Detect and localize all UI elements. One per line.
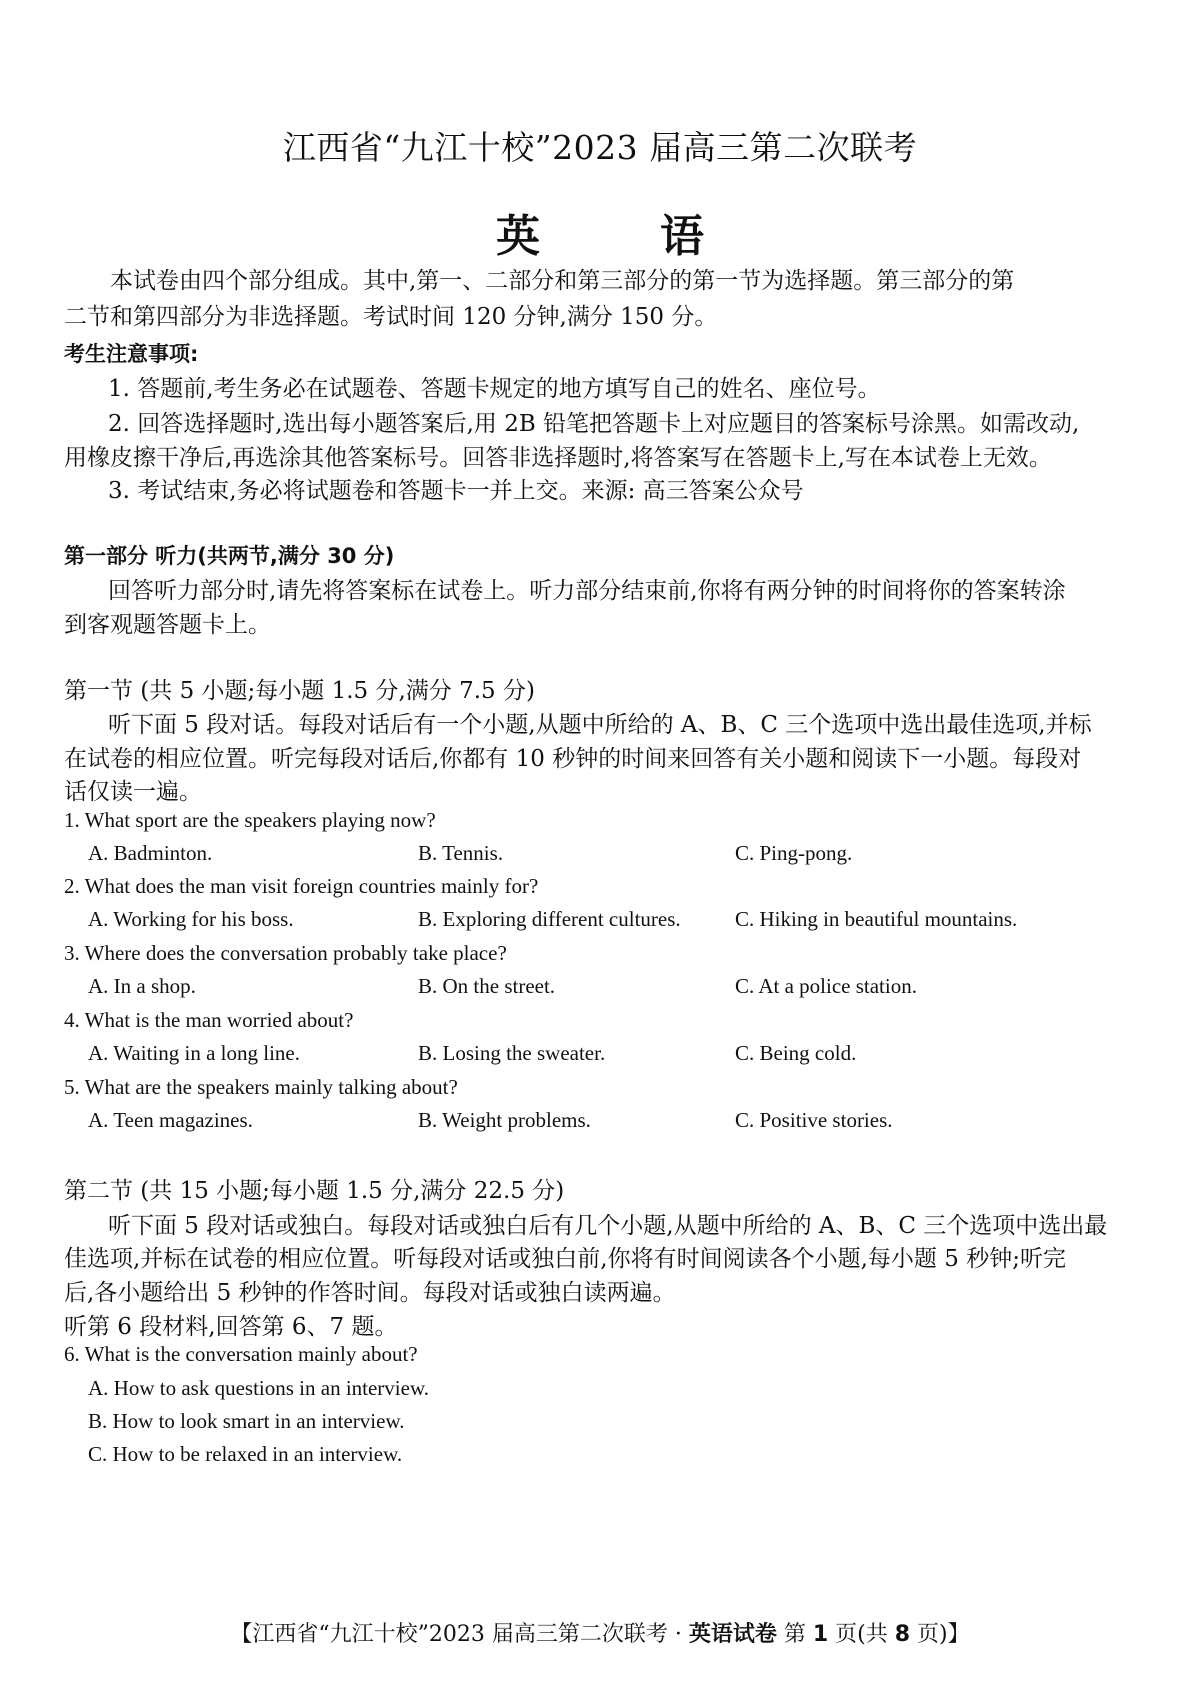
- question-5: 5. What are the speakers mainly talking about?: [64, 1075, 458, 1099]
- question-6-option-c: C. How to be relaxed in an interview.: [88, 1442, 403, 1466]
- section1-desc-3: 话仅读一遍。: [64, 779, 202, 805]
- intro-line-2: 二节和第四部分为非选择题。考试时间 120 分钟,满分 150 分。: [64, 304, 718, 330]
- footer-page-number: 1: [812, 1622, 829, 1647]
- section2-desc-1: 听下面 5 段对话或独白。每段对话或独白后有几个小题,从题中所给的 A、B、C 三个选项中选出最: [108, 1213, 1108, 1239]
- question-3-option-c: C. At a police station.: [735, 974, 917, 998]
- notice-item-2b: 用橡皮擦干净后,再选涂其他答案标号。回答非选择题时,将答案写在答题卡上,写在本试卷上无效。: [64, 445, 1052, 471]
- question-5-option-c: C. Positive stories.: [735, 1108, 893, 1132]
- footer-page-total: 8: [894, 1622, 911, 1647]
- question-1: 1. What sport are the speakers playing now?: [64, 808, 436, 832]
- exam-title: 江西省“九江十校”2023 届高三第二次联考: [282, 128, 918, 167]
- question-5-option-b: B. Weight problems.: [418, 1108, 591, 1132]
- part1-heading: 第一部分 听力(共两节,满分 30 分): [64, 544, 395, 568]
- section2-heading: 第二节 (共 15 小题;每小题 1.5 分,满分 22.5 分): [64, 1178, 565, 1204]
- question-3-option-a: A. In a shop.: [88, 974, 196, 998]
- question-6: 6. What is the conversation mainly about?: [64, 1342, 418, 1366]
- question-1-option-a: A. Badminton.: [88, 841, 213, 865]
- question-6-option-a: A. How to ask questions in an interview.: [88, 1376, 430, 1400]
- page-footer: 【江西省“九江十校”2023 届高三第二次联考 · 英语试卷 第 1 页(共 8 页)】: [230, 1622, 970, 1647]
- question-2-option-b: B. Exploring different cultures.: [418, 907, 681, 931]
- section1-desc-2: 在试卷的相应位置。听完每段对话后,你都有 10 秒钟的时间来回答有关小题和阅读下一小题。每段对: [64, 746, 1082, 772]
- question-2: 2. What does the man visit foreign countries mainly for?: [64, 874, 539, 898]
- notice-heading: 考生注意事项:: [64, 342, 199, 366]
- part1-desc-1: 回答听力部分时,请先将答案标在试卷上。听力部分结束前,你将有两分钟的时间将你的答案转涂: [108, 578, 1066, 604]
- section2-material: 听第 6 段材料,回答第 6、7 题。: [64, 1314, 398, 1340]
- intro-line-1: 本试卷由四个部分组成。其中,第一、二部分和第三部分的第一节为选择题。第三部分的第: [110, 268, 1015, 294]
- question-3: 3. Where does the conversation probably take place?: [64, 941, 507, 965]
- question-1-option-c: C. Ping-pong.: [735, 841, 853, 865]
- question-4: 4. What is the man worried about?: [64, 1008, 354, 1032]
- question-5-option-a: A. Teen magazines.: [88, 1108, 253, 1132]
- section2-desc-3: 后,各小题给出 5 秒钟的作答时间。每段对话或独白读两遍。: [64, 1280, 676, 1306]
- question-2-option-c: C. Hiking in beautiful mountains.: [735, 907, 1018, 931]
- section1-desc-1: 听下面 5 段对话。每段对话后有一个小题,从题中所给的 A、B、C 三个选项中选出最佳选项,并标: [108, 712, 1092, 738]
- question-6-option-b: B. How to look smart in an interview.: [88, 1409, 405, 1433]
- section1-heading: 第一节 (共 5 小题;每小题 1.5 分,满分 7.5 分): [64, 678, 535, 704]
- section2-desc-2: 佳选项,并标在试卷的相应位置。听每段对话或独白前,你将有时间阅读各个小题,每小题 5 秒钟;听完: [64, 1246, 1066, 1272]
- footer-subject: 英语试卷: [688, 1622, 777, 1647]
- question-1-option-b: B. Tennis.: [418, 841, 504, 865]
- question-3-option-b: B. On the street.: [418, 974, 556, 998]
- question-4-option-c: C. Being cold.: [735, 1041, 857, 1065]
- notice-item-3: 3. 考试结束,务必将试题卷和答题卡一并上交。来源: 高三答案公众号: [108, 478, 804, 504]
- part1-desc-2: 到客观题答题卡上。: [64, 612, 271, 638]
- subject-title: 英 语: [496, 211, 704, 262]
- question-2-option-a: A. Working for his boss.: [88, 907, 294, 931]
- notice-item-2a: 2. 回答选择题时,选出每小题答案后,用 2B 铅笔把答题卡上对应题目的答案标号涂黑。如需改动,: [108, 411, 1080, 437]
- question-4-option-b: B. Losing the sweater.: [418, 1041, 606, 1065]
- question-4-option-a: A. Waiting in a long line.: [88, 1041, 300, 1065]
- notice-item-1: 1. 答题前,考生务必在试题卷、答题卡规定的地方填写自己的姓名、座位号。: [108, 376, 881, 402]
